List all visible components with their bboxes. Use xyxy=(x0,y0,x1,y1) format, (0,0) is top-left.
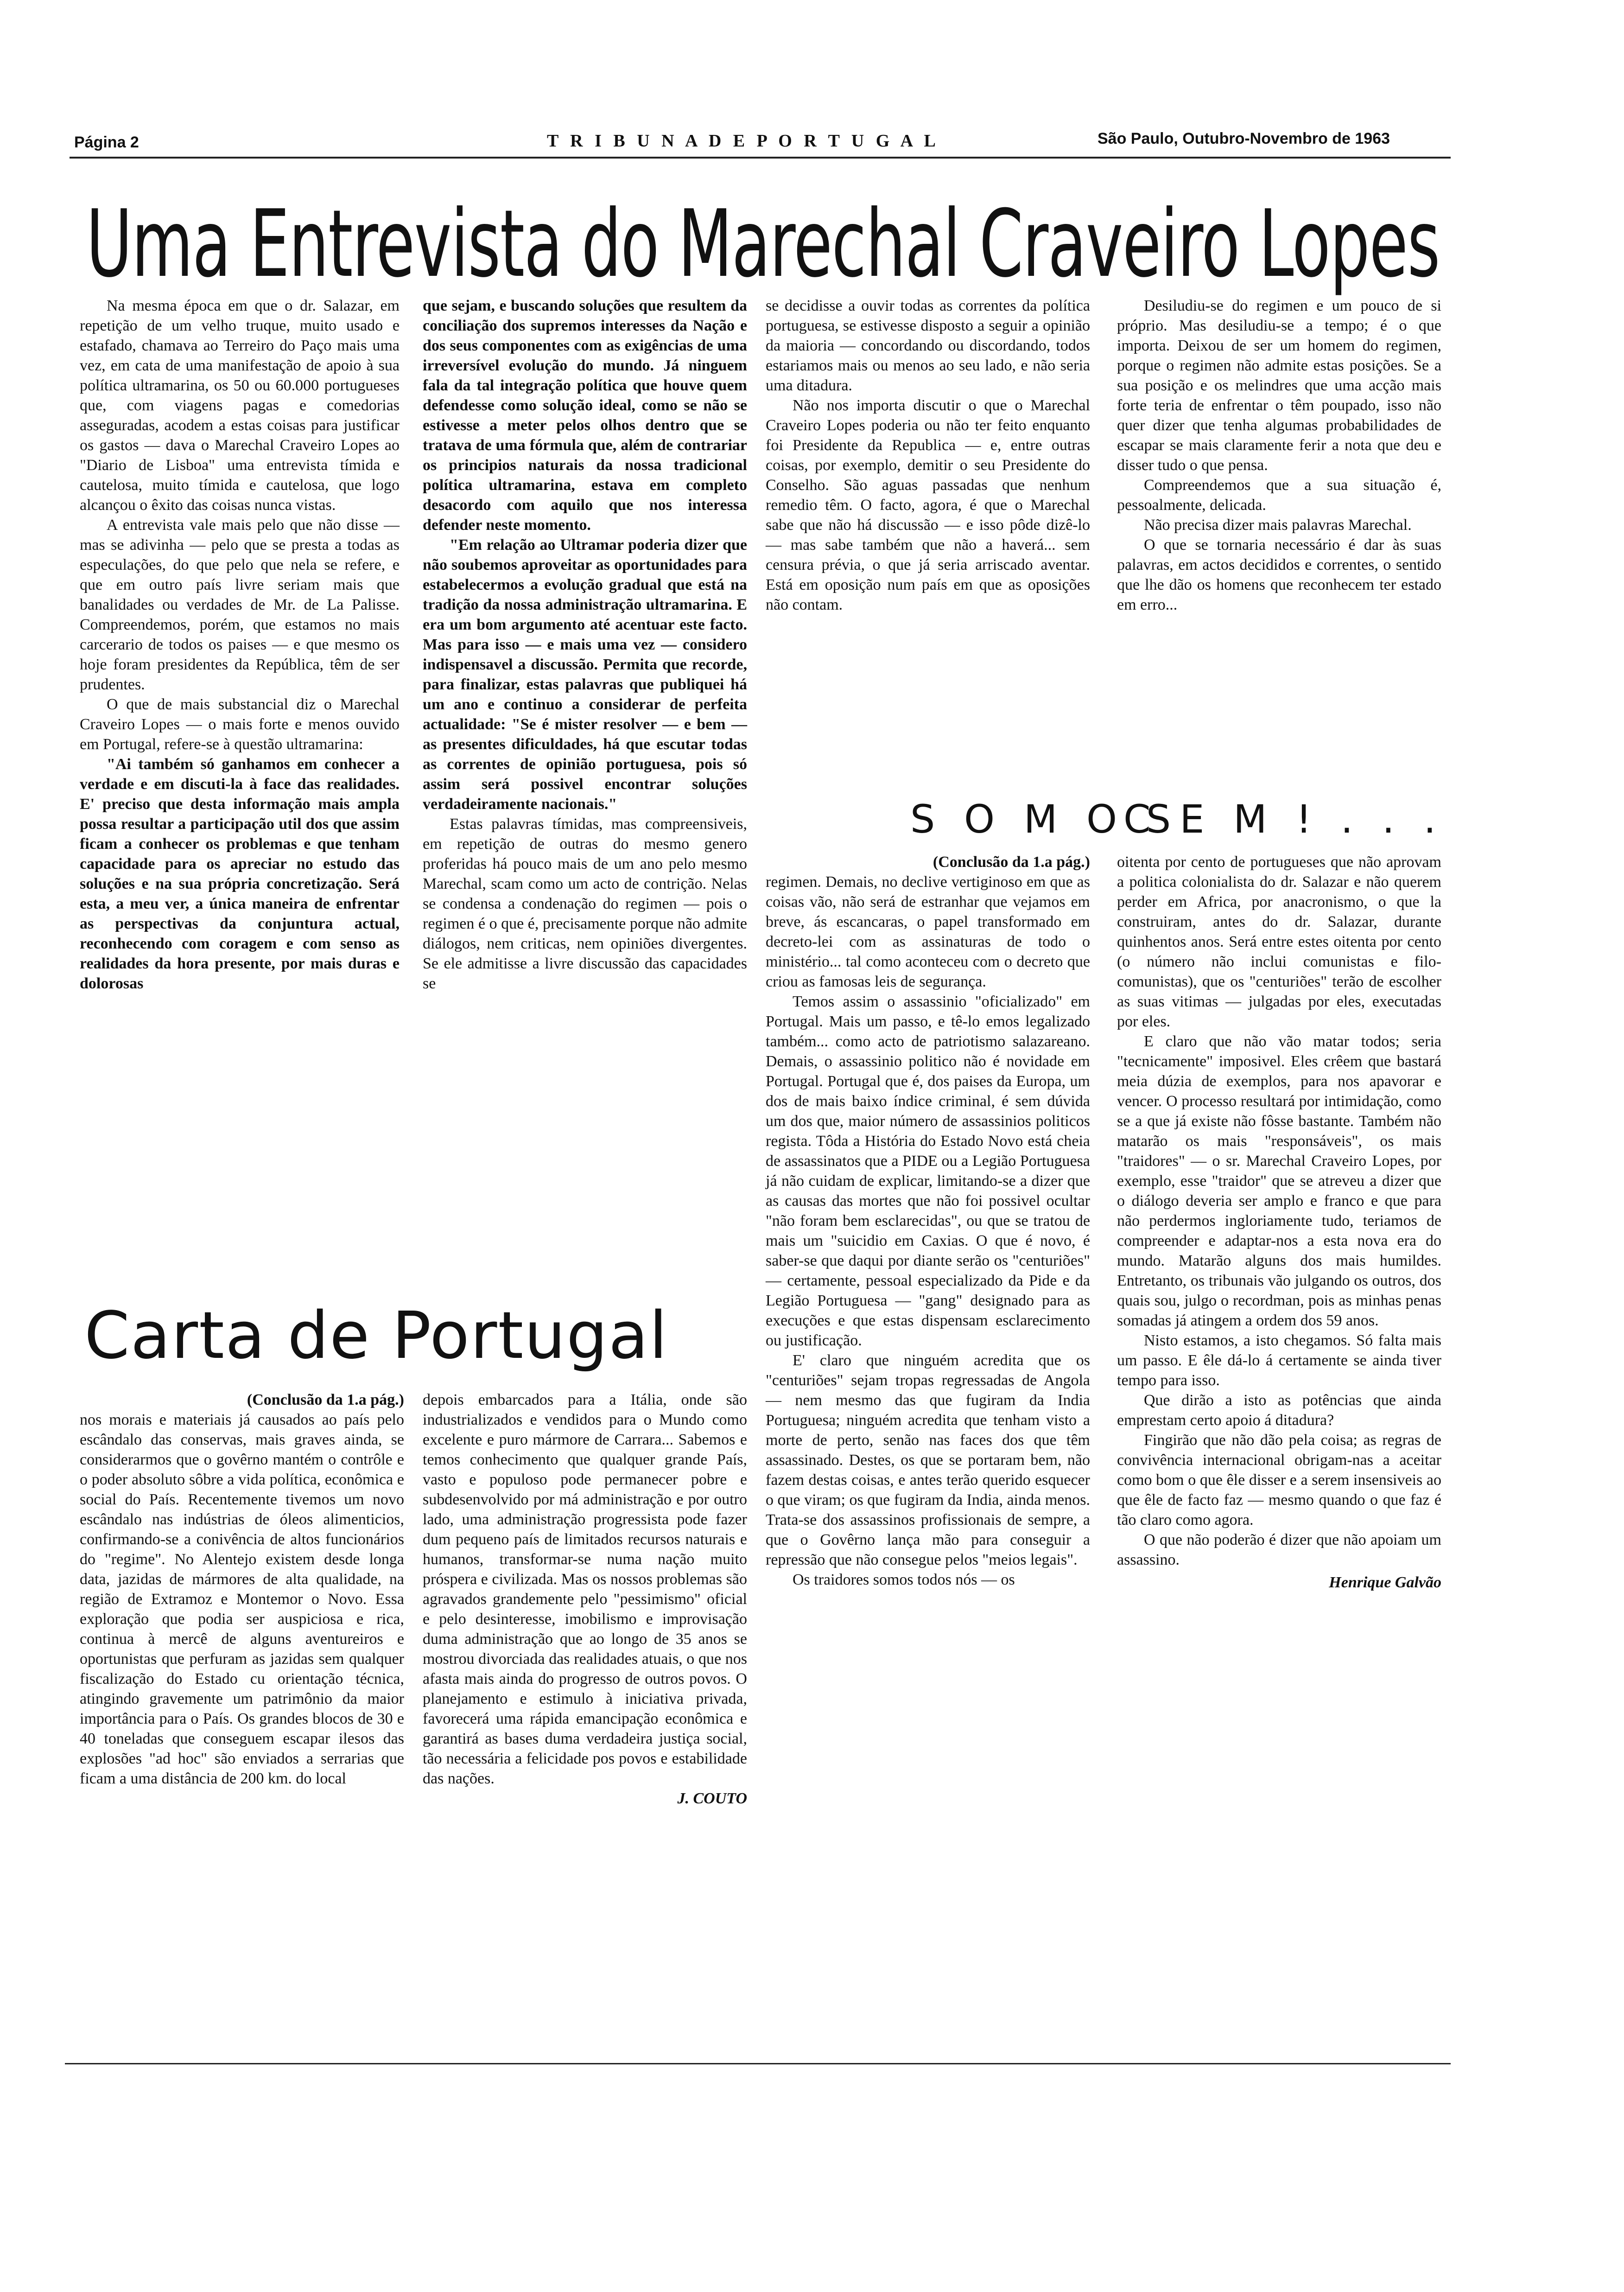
carta-headline: Carta de Portugal xyxy=(84,1298,668,1374)
paragraph: oitenta por cento de portugueses que não aprovam a politica colonialista do dr. Salazar e não querem perder em Africa, por anacronismo, o que la construiram, antes do dr. Salazar, durante quinhentos anos. Será entre estes oitenta por cento (o número não inclui comunistas e filo-comunistas), que os "centuriões" terão de escolher as suas vitimas — julgadas por eles, executadas por eles. xyxy=(1117,853,1441,1030)
quote-paragraph: "Em relação ao Ultramar poderia dizer que não soubemos aproveitar as oportunidades para estabelecermos a evolução gradual que está na tradição da nossa administração ultramarina. E era um bom argumento até acentuar este facto. Mas para isso — e mais uma vez — considero indispensavel a discussão. Permita que recorde, para finalizar, estas palavras que publiquei há um ano e continuo a considerar de perfeita actualidade: "Se é mister resolver — e bem — as presentes dificuldades, há que escutar todas as correntes de opinião portuguesa, pois só assim será possivel encontrar soluções verdadeiramente nacionais." xyxy=(423,536,747,813)
paragraph: Nisto estamos, a isto chegamos. Só falta mais um passo. E êle dá-lo á certamente se ainda tiver tempo para isso. xyxy=(1117,1332,1441,1389)
paragraph: E claro que não vão matar todos; seria "tecnicamente" imposivel. Eles crêem que bastará meia dúzia de exemplos, para nos apavorar e vencer. O processo resultará por intimidação, como se a que já existe não fôsse bastante. Também não matarão os mais "responsáveis", os mais "traidores" — o sr. Marechal Craveiro Lopes, por exemplo, esse "traidor" que se atreveu a dizer que o diálogo deveria ser amplo e franco e que para não perdermos inglorіamente tudo, teriamos de compreender e adaptar-nos a esta nova era do mundo. Matarão alguns dos mais humildes. Entretanto, os tribunais vão julgando os outros, dos quais sou, julgo o recordman, pois as minhas penas somadas já atingem a ordem dos 59 anos. xyxy=(1117,1033,1441,1329)
paragraph: Não precisa dizer mais palavras Marechal. xyxy=(1144,516,1412,534)
paragraph: Não nos importa discutir o que o Marechal Craveiro Lopes poderia ou não ter feito enquanto foi Presidente da Republica — e, entre outras coisas, por exemplo, demitir o seu Presidente do Conselho. São aguas passadas que nenhum remedio têm. O facto, agora, é que o Marechal sabe que não há discussão — e isso pôde dizê-lo — mas sabe também que não a haverá... sem censura prévia, o que já seria arriscado aventar. Está em oposição num país em que as oposições não contam. xyxy=(766,397,1090,613)
signature-couto: J. COUTO xyxy=(677,1790,747,1807)
paragraph: O que de mais substancial diz o Marechal Craveiro Lopes — o mais forte e menos ouvido em Portugal, refere-se à questão ultramarina: xyxy=(80,696,400,753)
paragraph: nos morais e materiais já causados ao país pelo escândalo das conservas, mais graves ainda, se considerarmos que o govêrno mantém o contrôle e o poder absoluto sôbre a vida política, econômica e social do País. Recentemente tivemos um novo escândalo nas indústrias de óleos alimenticios, confirmando-se a conivência de altos funcionários do "regime". No Alentejo existem desde longa data, jazidas de mármores de alta qualidade, na região de Extramoz e Montemor o Novo. Essa exploração que podia ser auspiciosa e rica, continua à mercê de alguns aventureiros e oportunistas que perfuram as jazidas sem qualquer fiscalização do Estado cu orientação técnica, atingindo gravemente um patrimônio da maior importância para o País. Os grandes blocos de 30 e 40 toneladas que conseguem escapar ilesos das explosões "ad hoc" são enviados a serrarias que ficam a uma distância de 200 km. do local xyxy=(80,1411,404,1787)
paragraph: A entrevista vale mais pelo que não disse — mas se adivinha — pelo que se presta a todas as especulações, do que pelo que nela se refere, e que em outro país livre seriam mais que banalidades ou verdades de Mr. de La Palisse. Compreendemos, porém, que estamos no mais carcerario de todos os paises — e que mesmo os hoje foram presidentes da República, têm de ser prudentes. xyxy=(80,516,400,693)
paragraph: O que não poderão é dizer que não apoiam um assassino. xyxy=(1117,1531,1441,1568)
paragraph: E' claro que ninguém acredita que os "centuriões" sejam tropas regressadas de Angola — nem mesmo das que fugiram da India Portuguesa; ninguém acredita que tenham visto a morte de perto, senão nas faces dos que têm assassinado. Destes, os que se portaram bem, não fazem destas coisas, e antes terão querido esquecer o que viram; os que fugiram da India, ainda menos. Trata-se dos assassinos profissionais de sempre, a que o Govêrno lança mão para conseguir a repressão que não consegue pelos "meios legais". xyxy=(766,1352,1090,1568)
main-article-col2 xyxy=(423,296,747,993)
paragraph: depois embarcados para a Itália, onde são industrializados e vendidos para o Mundo como excelente e puro mármore de Carrara... Sabemos e temos conhecimento que qualquer grande País, vasto e populoso pode permanecer pobre e subdesenvolvido por má administração e por outro lado, uma administração progressista pode fazer dum pequeno país de limitados recursos naturais e humanos, transformar-se numa nação muito próspera e civilizada. Mas os nossos problemas são agravados grandemente pelo "pessimismo" oficial e pelo desinteresse, imobilismo e improvisação duma administração que ao longo de 35 anos se mostrou divorciada das realidades atuais, o que nos afasta mais ainda do progresso de outros povos. O planejamento e estimulo à iniciativa privada, favorecerá uma rápida emancipação econômica e garantirá as bases duma verdadeira justiça social, tão necessária a felicidade pos povos e estabilidade das nações. xyxy=(423,1391,747,1787)
somos-cem-col3 xyxy=(766,852,1090,1590)
continuation-note: (Conclusão da 1.a pág.) xyxy=(247,1391,404,1408)
main-article-col1 xyxy=(80,296,400,993)
main-article-col3 xyxy=(766,296,1090,615)
page-number: Página 2 xyxy=(74,134,139,151)
carta-col1 xyxy=(80,1390,404,1789)
paragraph: Fingirão que não dão pela coisa; as regras de convivência internacional obrigam-nas a aceitar como bom o que êle disser e a serem insensiveis ao que êle de facto faz — mesmo quando o que faz é tão claro como agora. xyxy=(1117,1432,1441,1528)
masthead: T R I B U N A D E P O R T U G A L xyxy=(547,131,939,151)
carta-col2 xyxy=(423,1390,747,1808)
paragraph: regimen. Demais, no declive vertiginoso em que as coisas vão, não será de estranhar que vejamos em breve, ás escancaras, o papel transformado em decreto-lei com as assinaturas de todo o ministério... tal como aconteceu com o decreto que criou as famosas leis de segurança. xyxy=(766,873,1090,990)
somos-cem-title-right: C E M ! . . . xyxy=(1123,796,1445,842)
signature-galvao: Henrique Galvão xyxy=(1329,1574,1441,1591)
paragraph: Temos assim o assassinio "oficializado" em Portugal. Mais um passo, e tê-lo emos legalizado também... como acto de patriotismo salazareano. Demais, o assassinio politico não é novidade em Portugal. Portugal que é, dos paises da Europa, um dos de mais baixo índice criminal, é sem dúvida um dos que, maior número de assassinios politicos regista. Tôda a História do Estado Novo está cheia de assassinatos que a PIDE ou a Legião Portuguesa já não cuidam de explicar, limitando-se a dizer que as causas das mortes que não foi possivel ocultar "não foram bem esclarecidas", ou que se tratou de mais um "suicidio em Caxias. O que é novo, é saber-se que daqui por diante serão os "centuriões" — certamente, pessoal especializado da Pide e da Legião Portuguesa — "gang" designado para as execuções e que estas dispensam esclarecimento ou justificação. xyxy=(766,993,1090,1349)
footer-rule xyxy=(65,2063,1451,2064)
main-article-col4 xyxy=(1117,296,1441,615)
somos-cem-col4 xyxy=(1117,852,1441,1592)
paragraph: Estas palavras tímidas, mas compreensiveis, em repetição de outras do mesmo genero proferidas há pouco mais de um ano pelo mesmo Marechal, scam como um acto de contrição. Nelas se condensa a condenação do regimen — pois o regimen é o que é, precisamente porque não admite diálogos, nem criticas, nem opiniões divergentes. Se ele admitisse a livre discussão das capacidades se xyxy=(423,815,747,992)
continuation-note: (Conclusão da 1.a pág.) xyxy=(933,853,1090,871)
paragraph: Que dirão a isto as potências que ainda emprestam certo apoio á ditadura? xyxy=(1117,1392,1441,1429)
paragraph: O que se tornaria necessário é dar às suas palavras, em actos decididos e correntes, o sentido que lhe dão os homens que reconhecem ter estado em erro... xyxy=(1117,536,1441,613)
paragraph: se decidisse a ouvir todas as correntes da política portuguesa, se estivesse disposto a seguir a opinião da maioria — concordando ou discordando, todos estariamos mais ou menos ao seu lado, e não seria uma ditadura. xyxy=(766,297,1090,394)
main-headline: Uma Entrevista do Marechal Craveiro Lopes xyxy=(86,190,1440,298)
quote-paragraph: que sejam, e buscando soluções que resultem da conciliação dos supremos interesses da Nação e dos seus componentes com as exigências de uma irreversível evolução do mundo. Já ninguem fala da tal integração política que houve quem defendesse como solução ideal, como se não se estivesse a meter pelos olhos dentro que se tratava de uma fórmula que, além de contrariar os principios naturais da nossa tradicional política ultramarina, estava em completo desacordo com aquilo que nos interessa defender neste momento. xyxy=(423,297,747,534)
quote-paragraph: "Ai também só ganhamos em conhecer a verdade e em discuti-la à face das realidades. E' preciso que desta informação mais ampla possa resultar a participação util dos que assim ficam a conhecer os problemas e que tenham capacidade para os apreciar no estudo das soluções e na sua própria concretização. Será esta, a meu ver, a única maneira de enfrentar as perspectivas da conjuntura actual, reconhecendo com coragem e com senso as realidades da hora presente, por mais duras e dolorosas xyxy=(80,756,400,992)
paragraph: Na mesma época em que o dr. Salazar, em repetição de um velho truque, muito usado e estafado, chamava ao Terreiro do Paço mais uma vez, em cata de uma manifestação de apoio à sua política ultramarina, os 50 ou 60.000 portugueses que, com viagens pagas e comedorias asseguradas, acodem a estas coisas para justificar os gastos — dava o Marechal Craveiro Lopes ao "Diario de Lisboa" uma entrevista tímida e cautelosa, muito tímida e cautelosa, que logo alcançou o êxito das coisas nunca vistas. xyxy=(80,297,400,514)
header-rule xyxy=(70,157,1451,159)
paragraph: Compreendemos que a sua situação é, pessoalmente, delicada. xyxy=(1117,477,1441,514)
somos-cem-title-left: S O M O S xyxy=(910,796,1180,842)
paragraph: Desiludiu-se do regimen e um pouco de si próprio. Mas desiludiu-se a tempo; é o que importa. Deixou de ser um homem do regimen, porque o regimen não admite estas posições. Se a sua posição e os melindres que uma acção mais forte teria de enfrentar o têm poupado, isso não quer dizer que tenha algumas probabilidades de escapar se mais claramente ferir a nota que deu e disser tudo o que pensa. xyxy=(1117,297,1441,474)
dateline: São Paulo, Outubro-Novembro de 1963 xyxy=(1097,130,1390,147)
paragraph: Os traidores somos todos nós — os xyxy=(793,1571,1015,1588)
